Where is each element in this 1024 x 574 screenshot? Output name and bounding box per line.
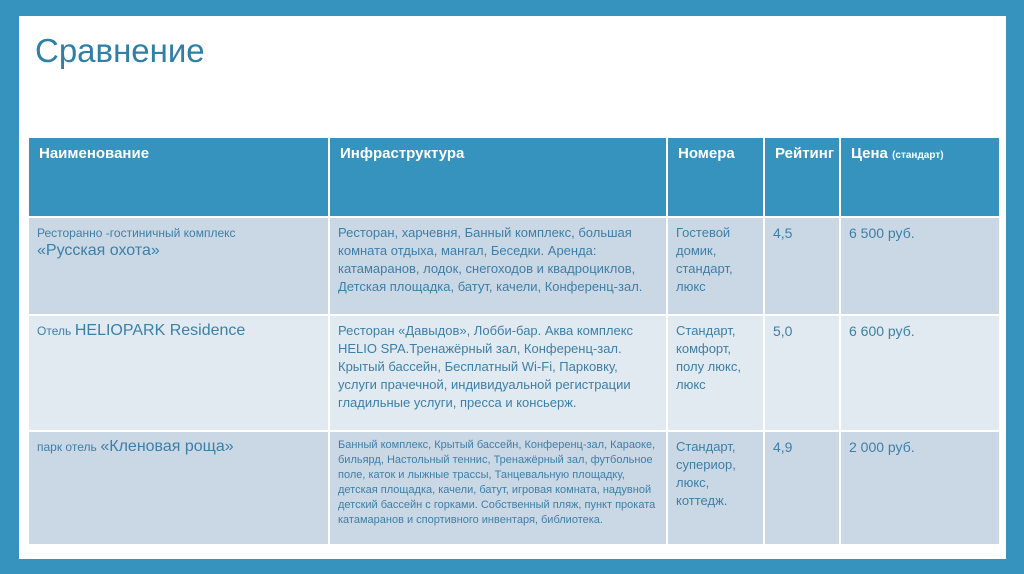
slide-title: Сравнение [35,32,205,69]
hotel-type: Ресторанно -гостиничный комплекс [37,226,236,240]
rooms-cell: Стандарт, супериор, люкс, коттедж. [667,431,764,545]
infrastructure-cell: Банный комплекс, Крытый бассейн, Конференц-зал, Караоке, бильярд, Настольный теннис, Тренажёрный зал, футбольное поле, каток и лыжные трассы, Танцевальную площадку, детская площадка, качели, батут, игровая комната, надувной детский бассейн с горками. Собственный пляж, пункт проката катамаранов и спортивного инвентаря, библиотека. [329,431,667,545]
price-cell: 6 500 руб. [840,217,1000,315]
hotel-name-cell [28,315,329,431]
hotel-name: HELIOPARK Residence [74,322,246,339]
header-price-note: (стандарт) [892,150,944,161]
table-header-row [28,137,1000,217]
hotel-name: «Русская охота» [37,242,160,259]
hotel-name: «Кленовая роща» [100,438,234,455]
rating-cell: 4,9 [764,431,840,545]
price-cell: 6 600 руб. [840,315,1000,431]
infrastructure-cell: Ресторан «Давыдов», Лобби-бар. Аква комплекс HELIO SPA.Тренажёрный зал, Конференц-зал. Крытый бассейн, Бесплатный Wi-Fi, Парковку, услуги прачечной, индивидуальной регистрации гладильные услуги, пресса и консьерж. [329,315,667,431]
rooms-cell: Стандарт, комфорт, полу люкс, люкс [667,315,764,431]
hotel-type: парк отель [37,440,97,454]
header-infrastructure: Инфраструктура [329,137,667,217]
header-rooms: Номера [667,137,764,217]
table-row [28,217,1000,315]
price-cell: 2 000 руб. [840,431,1000,545]
table-row [28,431,1000,545]
hotel-name-cell [28,217,329,315]
infrastructure-cell: Ресторан, харчевня, Банный комплекс, большая комната отдыха, мангал, Беседки. Аренда: катамаранов, лодок, снегоходов и квадроциклов, Детская площадка, батут, качели, Конференц-зал. [329,217,667,315]
hotel-name-cell [28,431,329,545]
rating-cell: 4,5 [764,217,840,315]
hotel-type: Отель [37,324,72,338]
slide [19,16,1006,559]
rooms-cell: Гостевой домик, стандарт, люкс [667,217,764,315]
table-row [28,315,1000,431]
comparison-table [27,136,1001,546]
header-price [840,137,1000,217]
header-rating: Рейтинг [764,137,840,217]
header-name: Наименование [28,137,329,217]
header-price-label: Цена [851,145,888,162]
rating-cell: 5,0 [764,315,840,431]
